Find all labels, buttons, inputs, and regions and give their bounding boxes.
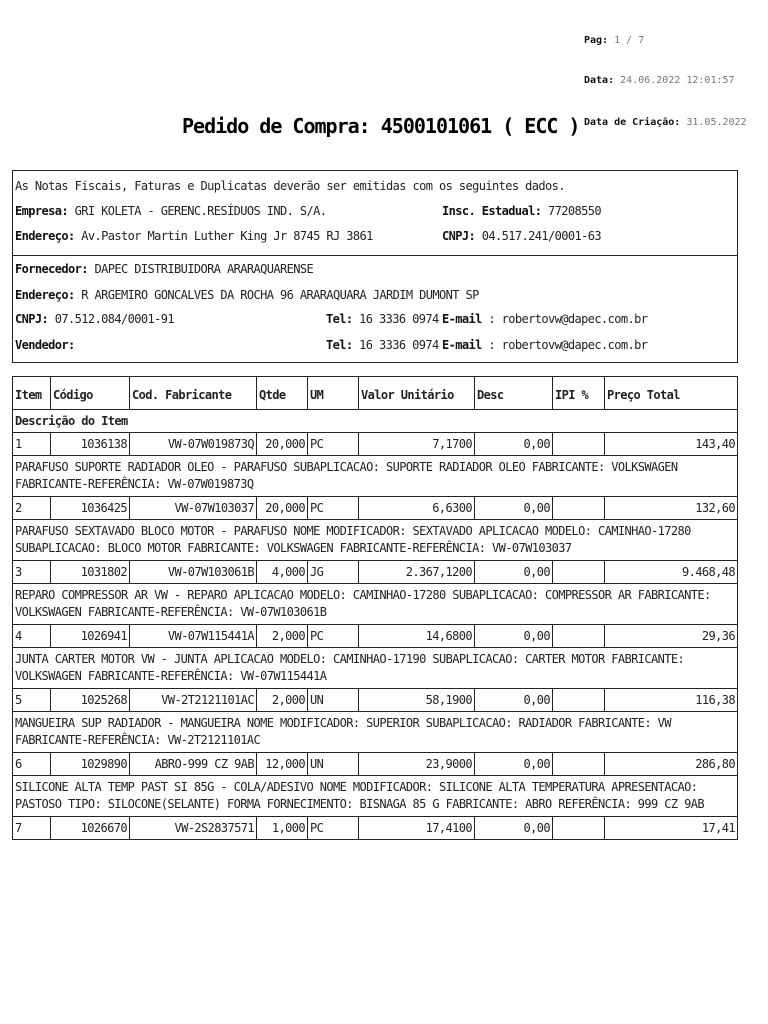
item-ipi xyxy=(553,433,605,456)
item-qtde: 20,000 xyxy=(257,497,308,520)
item-valor-unitario: 2.367,1200 xyxy=(359,561,475,584)
item-ipi xyxy=(553,689,605,712)
table-row-description xyxy=(13,648,738,689)
item-um: UN xyxy=(308,753,359,776)
item-desc: 0,00 xyxy=(475,817,553,840)
table-row xyxy=(13,753,738,776)
item-desc: 0,00 xyxy=(475,497,553,520)
table-row xyxy=(13,433,738,456)
item-codigo: 1036425 xyxy=(51,497,130,520)
item-codigo: 1036138 xyxy=(51,433,130,456)
item-descricao: PARAFUSO SUPORTE RADIADOR OLEO - PARAFUSO SUBAPLICACAO: SUPORTE RADIADOR OLEO FABRICANTE: VOLKSWAGEN FABRICANTE-REFERÊNCIA: VW-07W019873Q xyxy=(13,456,738,497)
vendedor-email: E-mail : robertovw@dapec.com.br xyxy=(442,338,648,352)
header-ipi: IPI % xyxy=(553,377,605,410)
fornecedor-line: Fornecedor: DAPEC DISTRIBUIDORA ARARAQUARENSE xyxy=(15,262,314,276)
item-cod-fabricante: ABRO-999 CZ 9AB xyxy=(130,753,257,776)
item-number: 5 xyxy=(13,689,51,712)
empresa-box xyxy=(12,170,738,256)
header-valor-unitario: Valor Unitário xyxy=(359,377,475,410)
header-cod-fabricante: Cod. Fabricante xyxy=(130,377,257,410)
item-codigo: 1031802 xyxy=(51,561,130,584)
item-um: PC xyxy=(308,497,359,520)
item-preco-total: 29,36 xyxy=(605,625,738,648)
item-um: PC xyxy=(308,625,359,648)
item-um: PC xyxy=(308,433,359,456)
item-qtde: 4,000 xyxy=(257,561,308,584)
item-ipi xyxy=(553,497,605,520)
item-um: UN xyxy=(308,689,359,712)
item-desc: 0,00 xyxy=(475,689,553,712)
item-number: 7 xyxy=(13,817,51,840)
item-valor-unitario: 14,6800 xyxy=(359,625,475,648)
item-ipi xyxy=(553,753,605,776)
item-cod-fabricante: VW-07W115441A xyxy=(130,625,257,648)
item-ipi xyxy=(553,817,605,840)
item-valor-unitario: 23,9000 xyxy=(359,753,475,776)
page-title: Pedido de Compra: 4500101061 ( ECC ) xyxy=(182,114,580,138)
item-desc: 0,00 xyxy=(475,753,553,776)
item-desc: 0,00 xyxy=(475,561,553,584)
notice-text: As Notas Fiscais, Faturas e Duplicatas deverão ser emitidas com os seguintes dados. xyxy=(15,179,565,193)
table-row xyxy=(13,817,738,840)
item-preco-total: 132,60 xyxy=(605,497,738,520)
item-qtde: 20,000 xyxy=(257,433,308,456)
table-row-description xyxy=(13,712,738,753)
items-table xyxy=(12,376,738,840)
item-number: 4 xyxy=(13,625,51,648)
item-valor-unitario: 17,4100 xyxy=(359,817,475,840)
item-codigo: 1026670 xyxy=(51,817,130,840)
table-subheader-row xyxy=(13,410,738,433)
item-valor-unitario: 7,1700 xyxy=(359,433,475,456)
item-qtde: 1,000 xyxy=(257,817,308,840)
item-valor-unitario: 6,6300 xyxy=(359,497,475,520)
vendedor-line: Vendedor: xyxy=(15,338,75,352)
item-desc: 0,00 xyxy=(475,625,553,648)
item-qtde: 2,000 xyxy=(257,689,308,712)
header-qtde: Qtde xyxy=(257,377,308,410)
item-number: 6 xyxy=(13,753,51,776)
fornecedor-email: E-mail : robertovw@dapec.com.br xyxy=(442,312,648,326)
header-desc: Desc xyxy=(475,377,553,410)
fornecedor-cnpj: CNPJ: 07.512.084/0001-91 xyxy=(15,312,174,326)
item-number: 1 xyxy=(13,433,51,456)
item-codigo: 1025268 xyxy=(51,689,130,712)
empresa-line: Empresa: GRI KOLETA - GERENC.RESÍDUOS IND. S/A. xyxy=(15,204,327,218)
item-preco-total: 17,41 xyxy=(605,817,738,840)
item-preco-total: 286,80 xyxy=(605,753,738,776)
item-qtde: 2,000 xyxy=(257,625,308,648)
fornecedor-box xyxy=(12,255,738,363)
table-row xyxy=(13,689,738,712)
header-um: UM xyxy=(308,377,359,410)
table-row xyxy=(13,561,738,584)
item-codigo: 1026941 xyxy=(51,625,130,648)
item-descricao: JUNTA CARTER MOTOR VW - JUNTA APLICACAO MODELO: CAMINHAO-17190 SUBAPLICACAO: CARTER MOTOR FABRICANTE: VOLKSWAGEN FABRICANTE-REFERÊNCIA: VW-07W115441A xyxy=(13,648,738,689)
item-qtde: 12,000 xyxy=(257,753,308,776)
item-um: JG xyxy=(308,561,359,584)
table-row-description xyxy=(13,584,738,625)
item-cod-fabricante: VW-2S2837571 xyxy=(130,817,257,840)
item-desc: 0,00 xyxy=(475,433,553,456)
header-preco-total: Preço Total xyxy=(605,377,738,410)
empresa-endereco: Endereço: Av.Pastor Martin Luther King Jr 8745 RJ 3861 xyxy=(15,229,373,243)
item-preco-total: 116,38 xyxy=(605,689,738,712)
table-row-description xyxy=(13,520,738,561)
item-cod-fabricante: VW-07W103037 xyxy=(130,497,257,520)
item-um: PC xyxy=(308,817,359,840)
table-row xyxy=(13,497,738,520)
table-row xyxy=(13,625,738,648)
item-descricao: MANGUEIRA SUP RADIADOR - MANGUEIRA NOME MODIFICADOR: SUPERIOR SUBAPLICACAO: RADIADOR FABRICANTE: VW FABRICANTE-REFERÊNCIA: VW-2T2121101AC xyxy=(13,712,738,753)
item-codigo: 1029890 xyxy=(51,753,130,776)
item-ipi xyxy=(553,561,605,584)
vendedor-tel: Tel: 16 3336 0974 xyxy=(326,338,439,352)
item-cod-fabricante: VW-2T2121101AC xyxy=(130,689,257,712)
item-cod-fabricante: VW-07W103061B xyxy=(130,561,257,584)
item-preco-total: 143,40 xyxy=(605,433,738,456)
item-valor-unitario: 58,1900 xyxy=(359,689,475,712)
table-header-row xyxy=(13,377,738,410)
item-preco-total: 9.468,48 xyxy=(605,561,738,584)
creation-date: Data de Criação: 31.05.2022 xyxy=(584,117,747,128)
item-descricao: REPARO COMPRESSOR AR VW - REPARO APLICACAO MODELO: CAMINHAO-17280 SUBAPLICACAO: COMPRESSOR AR FABRICANTE: VOLKSWAGEN FABRICANTE-REFERÊNCIA: VW-07W103061B xyxy=(13,584,738,625)
header-codigo: Código xyxy=(51,377,130,410)
fornecedor-endereco: Endereço: R ARGEMIRO GONCALVES DA ROCHA 96 ARARAQUARA JARDIM DUMONT SP xyxy=(15,288,479,302)
report-date: Data: 24.06.2022 12:01:57 xyxy=(584,75,735,86)
item-descricao: SILICONE ALTA TEMP PAST SI 85G - COLA/ADESIVO NOME MODIFICADOR: SILICONE ALTA TEMPERATURA APRESENTACAO: PASTOSO TIPO: SILOCONE(SELANTE) FORMA FORNECIMENTO: BISNAGA 85 G FABRICANTE: ABRO REFERÊNCIA: 999 CZ 9AB xyxy=(13,776,738,817)
header-item: Item xyxy=(13,377,51,410)
insc-estadual: Insc. Estadual: 77208550 xyxy=(442,204,601,218)
item-descricao: PARAFUSO SEXTAVADO BLOCO MOTOR - PARAFUSO NOME MODIFICADOR: SEXTAVADO APLICACAO MODELO: CAMINHAO-17280 SUBAPLICACAO: BLOCO MOTOR FABRICANTE: VOLKSWAGEN FABRICANTE-REFERÊNCIA: VW-07W103037 xyxy=(13,520,738,561)
item-cod-fabricante: VW-07W019873Q xyxy=(130,433,257,456)
empresa-cnpj: CNPJ: 04.517.241/0001-63 xyxy=(442,229,601,243)
page-number: Pag: 1 / 7 xyxy=(584,35,645,46)
fornecedor-tel: Tel: 16 3336 0974 xyxy=(326,312,439,326)
item-number: 2 xyxy=(13,497,51,520)
table-row-description xyxy=(13,456,738,497)
header-descricao: Descrição do Item xyxy=(13,410,738,433)
item-number: 3 xyxy=(13,561,51,584)
item-ipi xyxy=(553,625,605,648)
table-row-description xyxy=(13,776,738,817)
